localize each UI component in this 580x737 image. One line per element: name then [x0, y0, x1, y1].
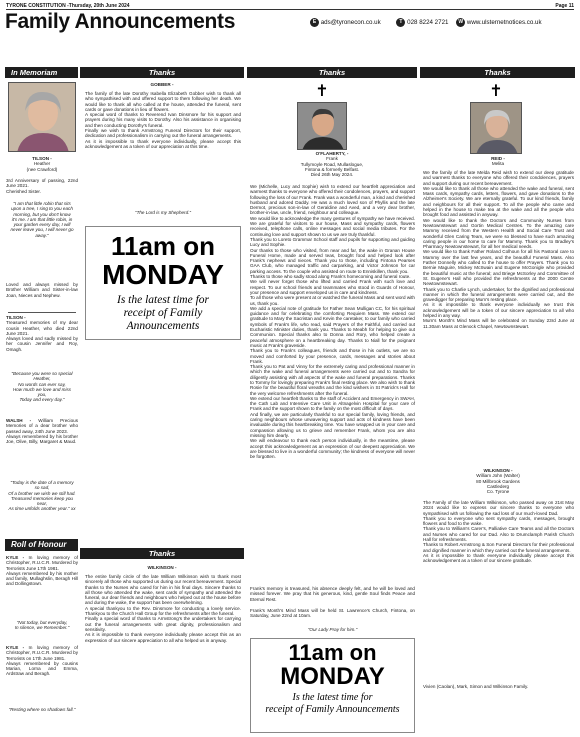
- kyle1-name: KYLE -: [6, 555, 25, 560]
- deadline-day-2: MONDAY: [280, 663, 385, 690]
- deadline-time-2: 11am on: [288, 640, 377, 665]
- tilson-portrait: [9, 83, 76, 152]
- reid-heading: [422, 156, 574, 168]
- kyle1-entry: [6, 555, 78, 619]
- tilson-photo: [8, 82, 76, 152]
- tilson1-close: Loved and always missed by Brother William and Sister-in-law Joan, Nieces and Nephew.: [6, 282, 80, 298]
- contact-phone[interactable]: 028 8224 2721: [407, 19, 449, 26]
- page-title: Family Announcements: [5, 10, 236, 33]
- walsh-name: WALSH -: [6, 418, 32, 423]
- oflaherty-heading: [250, 151, 414, 181]
- tilson1-body: 3rd Anniversary of passing, 22nd June 2021. Cherished Sister.: [6, 178, 78, 194]
- oflaherty-verse: "Our Lady Pray for him.": [307, 627, 358, 632]
- kyle2-name: KYLE -: [6, 645, 25, 650]
- wilk-body: The Family of the late William Wilkinson, who passed away on 21st May 2024 would like to express our sincere thanks to everyone who sympathised with us following the sad loss of our much-loved Dad. Thank you to everyone who sent sympathy cards, messages, brought flowers and food to the wake. Thank you to William's Carer's, Palliative Care Teams and all the Doctors and Nurses who cared for our Dad. Also to Drumclamph Parish Church Hall for refreshments. Thanks to Robert Armstrong & Son Funeral Directors for their professional and dignified manner in which they carried out the funeral arrangements. As it is impossible to thank everyone individually please accept this acknowledgement as a token of our sincere gratitude.: [423, 500, 574, 564]
- walsh-body: William Precious Memories of a dear brother who passed away, 24th June 2023. Always remembered by his brother Joe, Olive, Billy, Margaret & Maud.: [6, 418, 78, 445]
- bar-in-memoriam: In Memoriam: [5, 67, 78, 78]
- oflaherty-photo: [297, 102, 347, 150]
- tilson1-name: TILSON -: [32, 156, 52, 161]
- deadline-line1-2: Is the latest time for: [292, 692, 373, 703]
- oflaherty-body: We (Michelle, Lucy and Sophie) wish to extend our heartfelt appreciation and warmest thanks to everyone who offered their condolences, prayers, and support following the loss of our Frank. Frank was a wonderful man, a kind and cherished husband and adored Daddy. He was a much loved son of Phyllis and the late Dermot, precious son-in-law of Geraldine and Aved, and a very dear brother, brother-in-law, uncle, friend, neighbour and colleague. We would like to acknowledge the many gestures of sympathy we have received. We are grateful for visitors to our house, Mass and sympathy cards, flowers received, telephone calls, online messages and social media tributes. For the continuing love and support shown to us we are truly thankful. Thank you to Loreto Grammar School staff and pupils for supporting and guiding Lucy and Sophie. Our thanks to those who visited, from near and far, the wake in Granan House Funeral Home, made and served teas, brought food and helped look after Frank's nephews and nieces. Thank you to those, including Fintona Pearses GAA Club, who managed traffic and carparking, and Victor Johnson for car parking access. To the couple who assisted on route to Enniskillen, thank you. Thanks to those who sadly stood along Frank's homecoming and funeral route. We will never forget those who lifted and carried Frank with such love and respect. To our school friends and teammates who stood in Guards of Honour, your presence and support enveloped us in care and kindness. To all those who were present at or watched the funeral Mass and sent word with us, thank you. We add a special note of gratitude for Father Sean Mulligan CC, for his spiritual guidance and for celebrating the comforting Requiem Mass. We extend our gratitude to Mary the Sacristan and Kevin the caretaker, to our family who carried symbols of Frank's life, who read, said Prayers of the Faithful, and carried out Eucharistic Minister duties, thank you. Thanks to Meabh for helping to give out Communion. Special thanks also to Donna and Rory, who helped create a peaceful atmosphere on a heartbreaking day. Thanks to Niall for the poignant music at Frank's graveside. Thank you to Frank's colleagues, friends and those in his outlets, we are so moved and comforted by your presence, cards, messages and stories about Frank. Thank you to Pat and Vinny for the extremely caring and professional manner in which the wake and funeral arrangements were carried out and to Sandra for diligently assisting with all aspects of the wake and funeral preparations. Thanks to Tommy for lovingly preparing Frank's final resting place. We also wish to thank Rosie for the beautiful floral wreaths and the kind wishers in St Patrick's Hall for the very welcome refreshments after the funeral. We extend our heartfelt thanks to the staff of Accident and Emergency in SWAH, the Cath Lab and Intensive Care Unit in Altnagelvin Hospital for your care of Frank and the support shown to the family on the most difficult of days. And finally, we are particularly thankful to our special family, loving friends, and caring neighbours whose unwavering support and acts of kindness have been invaluable during this heartbreaking time. You have wrapped us in your care and compassion allowing us to grieve and remember Frank, whom you are also missing him dearly. We will endeavour to thank each person individually, in the meantime, please accept this acknowledgement as an expression of our deepest appreciation. We are blessed to live in a wonderful community; the kindness of everyone will never be forgotten.: [250, 184, 415, 460]
- reid-name: REID -: [491, 156, 505, 161]
- contact-strip: [310, 17, 576, 28]
- tilson1-heading: [6, 156, 78, 173]
- reid-portrait: [471, 103, 522, 154]
- email-icon: E: [310, 18, 319, 27]
- oflaherty-body3: Frank's Month's Mind Mass will be held St. Lawrence's Church, Fintona, on Saturday, June 22nd at 10am.: [250, 608, 417, 619]
- wilkinson-body: The entire family circle of the late William Wilkinson wish to thank most sincerely all those who supported us during our recent bereavement. Special thanks to the Nurses who cared for him in his final days. Sincere thanks to all those who attended the wake, sent cards of sympathy and attended the funeral, our dear friends and neighbours who helped out at the house before and during the wake, the support has been overwhelming. A special thankyou to the Rev. Dinsmore for conducting a lovely service. Thankyou to the Church Hall Group for the refreshments after the funeral. Finally a special word of thanks to Armstrong's the undertakers for carrying out the funeral arrangements with great dignity, professionalism and sensitivity. As it is impossible to thank everyone individually please accept this as an expression of our sincere appreciation to all who helped us in anyway.: [85, 574, 241, 643]
- web-icon: W: [456, 18, 465, 27]
- gobber-verse: "The Lord is my Shepherd.": [134, 210, 192, 215]
- bar-thanks-2: Thanks: [247, 67, 417, 78]
- tilson1-sub: Heather (nee Crawford): [26, 161, 58, 172]
- oflaherty-name: O'FLAHERTY, -: [315, 151, 349, 156]
- deadline-time: 11am on: [110, 231, 216, 261]
- bar-thanks-1: Thanks: [80, 67, 244, 78]
- kyle1-body: In loving memory of Christopher, R.U.C.R. Murdered by Terrorists June 17th 1981. Always remembered by his mother and family, Mullaghslin, Beragh Hill and Dollingstown.: [6, 555, 78, 587]
- tilson2-verse: "Because you were so special Heather, No words can ever say, How much we love and miss you, Today and every day.": [11, 371, 73, 403]
- reid-photo: [470, 102, 522, 154]
- reid-body: We the family of the late Melda Reid wish to extend our deep gratitude and warmest thanks to everyone who offered their condolences, prayers and support during our recent bereavement. We would like to thank all those who attended the wake and funeral, sent Mass cards, sympathy cards, letters, flowers, and gave donations to the Alzheimer's Society. We are eternally grateful. To our kind friends, family and neighbours for all their support. To all the people who came and helped in the house to make tea at the wake and all the people who brought food and assisted in anyway. We would like to thank the Doctors and Community Nurses from Newtownstewart and Gortin Medical Centres. To the amazing care Mammy received from the Western Health and Social Care Trust and wonderful Glen Caring Team, we were so blessed to have such amazing caring people in our home to care for Mammy. Thank you to Bradley's Pharmacy Newtownstewart, for all her medical needs. We would like to thank Father Roland Colhoun for all his Pastoral care to Mammy over the last few years, and the beautiful Funeral Mass. Also Father Donnelly who called to the house to offer Prayers. Thank you to Bernie Maguire, Mickey McSwain and Eugene McGonigle who provided the beautiful music at the funeral; and Briege McSorley and Committee of St. Eugene's Hall who provided the refreshments at the 2000 Centre Newtownstewart. Thank you to Charlie Lynch, undertaker, for the dignified and professional manner in which the funeral arrangements were carried out, and the gravedigger for preparing Mum's resting place. As it is impossible to thank everyone individually we trust this acknowledgement will be a token of our sincere appreciation to all who helped in any way. Mum's Month's Mind Mass will be celebrated on Sunday 23rd June at 11.30am Mass at Glenock Chapel, Newtownstewart.: [423, 170, 574, 329]
- masthead-text: TYRONE CONSTITUTION -Thursday, 20th June 2024: [6, 3, 130, 9]
- contact-web[interactable]: www.ulsternetnotices.co.uk: [466, 19, 542, 26]
- deadline-ad: [85, 226, 241, 340]
- deadline-day: MONDAY: [102, 259, 224, 290]
- wilk-heading: [422, 468, 574, 496]
- wilkinson-name: WILKINSON -: [147, 565, 177, 570]
- oflaherty-portrait: [298, 103, 347, 150]
- gobber-body: The family of the late Dorothy Isabella Elizabeth Gobber wish to thank all who sympathised with and offered support to them following her death. We would like to thank all who called at the house, attended the funeral, sent cards or gave donations in lieu of flowers. A special word of thanks to Reverend Ivan Dinsmore for his support and prayers during his many visits to Dorothy. Also his assistance in organising and then conducting Dorothy's funeral. Finally we wish to thank Armstrong Funeral Directors for their support, dedication and professionalism in carrying out the funeral arrangements. As it is impossible to thank everyone individually, please accept this acknowledgement as a token of our appreciation at this time.: [85, 91, 241, 149]
- oflaherty-body2: Frank's memory is treasured, his absence deeply felt, and he will be loved and missed forever. We pray that his generous, kind, gentle Soul finds Peace and Eternal Rest.: [250, 586, 417, 602]
- cross-icon: ✝: [489, 83, 503, 100]
- reid-sub: Melita: [491, 161, 505, 167]
- oflaherty-sub: Frank Tullymoyle Road, Mullaslogue, Fintona & formerly Belfast. Died 26th May 2024.: [300, 156, 364, 178]
- contact-email[interactable]: ads@tyronecon.co.uk: [320, 19, 381, 26]
- divider: [8, 312, 76, 313]
- wilk-name: WILKINSON -: [483, 468, 513, 473]
- kyle2-body: In loving memory of Christopher, R.U.C.R. Murdered by Terrorists on 17th June 1981. Always remembered by cousins Marian, Lorna and Emma, Ardstraw and Beragh.: [6, 645, 78, 677]
- deadline-line1: Is the latest time for: [117, 294, 209, 306]
- kyle2-entry: [6, 645, 78, 705]
- deadline-line2: receipt of Family Announcements: [123, 307, 203, 333]
- wilk-sign: Vivien (Caolan), Mark, Simon and Wilkinson Family.: [423, 684, 529, 689]
- bar-thanks-3: Thanks: [420, 67, 575, 78]
- cross-icon: ✝: [315, 83, 329, 100]
- tilson2-entry: [6, 315, 78, 369]
- masthead: [6, 2, 574, 10]
- tilson2-name: TILSON -: [6, 315, 26, 320]
- bar-thanks-4: Thanks: [80, 548, 244, 559]
- page-number: Page 11: [555, 3, 574, 9]
- kyle1-verse: "Not today, but everyday, In silence, we Remember.": [14, 620, 70, 631]
- gobber-name: GOBBER -: [150, 82, 174, 87]
- tilson2-body: Treasured memories of my dear cousin Heather, who died 22nd June 2021. Always loved and sadly missed by her cousin Jennifer and Roy, Omagh.: [6, 320, 78, 352]
- deadline-ad-2: [250, 638, 415, 733]
- bar-roll-of-honour: Roll of Honour: [5, 539, 78, 551]
- kyle2-verse: "Resting where no shadows fall.": [8, 707, 76, 712]
- walsh-entry: [6, 418, 78, 478]
- deadline-line2-2: receipt of Family Announcements: [265, 703, 400, 715]
- walsh-verse: "Today is the date of a memory so sad, Of a brother we wish we still had. Treasured memories keep you near, As time unfolds another year." xx: [8, 480, 76, 512]
- wilk-sub: William John (Walter) 80 Millbrook Gardens Castlederg Co. Tyrone: [476, 473, 520, 495]
- phone-icon: T: [396, 18, 405, 27]
- tilson1-verse: "I am that little robin that sits upon a tree, I sing to you each morning, but you don't know it's me. I am that little robin, in your garden every day, I will never leave you, I will never go away.": [10, 201, 75, 238]
